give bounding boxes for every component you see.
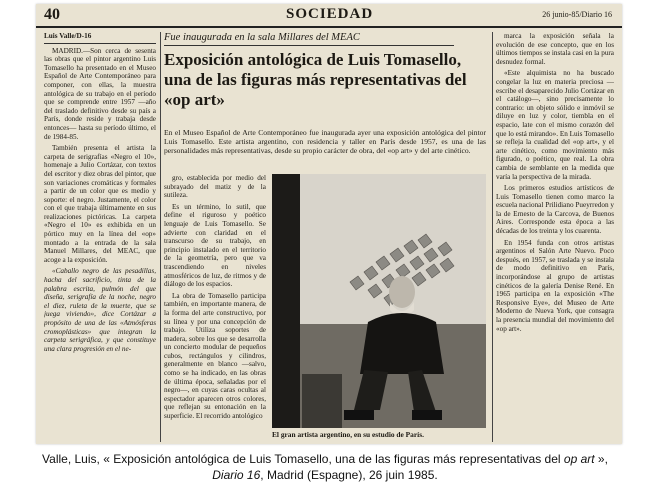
image-citation [0,451,650,483]
citation-emphasis: op art [563,452,595,466]
citation-text: Valle, Luis, « Exposición antológica de Luis Tomasello, una de las figuras más representativas del [42,452,564,466]
photo-caption: El gran artista argentino, en su estudio de París. [272,430,424,439]
byline: Luis Valle/D-16 [44,32,156,44]
article-column-3 [496,32,614,442]
paragraph: «Caballo negro de las pesadillas, hacha del sacrificio, tinta de la palabra escrita, pulmón del que diseña, serigrafía de la noche, negro el diez, ruleta de la muerte, que se juega viviendo», dice Cortázar a propósito de una de las «Atmósferas cromoplásticas» que integran la carpeta serigráfica, y que constituye una clara progresión en el ne- [44,267,156,353]
newspaper-clipping [36,4,622,444]
article-column-2 [164,174,266,442]
citation-text: , Madrid (Espagne), 26 juin 1985. [260,468,438,482]
artist-photo [272,174,486,428]
page-number: 40 [44,6,60,23]
article-column-1 [44,32,156,442]
citation-text: », [594,452,608,466]
article-kicker: Fue inaugurada en la sala Millares del MEAC [164,32,454,46]
citation-journal: Diario 16 [212,468,261,482]
photo-illustration [272,174,486,428]
paragraph: La obra de Tomasello participa también, en importante manera, de la forma del arte constructivo, por su línea y por una concepción de trabajo. Utiliza soportes de madera, sobre los que se desarrolla un concierto modular de pequeños cubos, rectángulos y cilindros, generalmente en blanco —salvo, como se ha indicado, en las obras de última época, señaladas por el negro—, en cuyas caras ocultas al espectador aparecen otros colores, que reflejan su entonación en la superficie. El recorrido antológico [164,291,266,421]
dateline: 26 junio-85/Diario 16 [542,10,612,19]
newspaper-header [36,4,622,28]
paragraph: Los primeros estudios artísticos de Luis Tomasello tienen como marco la escuela nacional Prilidiano Pueyrredon y la de Ernesto de la Carcova, de Buenos Aires. Corresponde esta época a las décadas de los treinta y los cuarenta. [496,184,614,236]
paragraph: MADRID.—Son cerca de sesenta las obras que el pintor argentino Luis Tomasello ha presentado en el Museo Español de Arte Contemporáneo para componer, con ellas, la muestra antológica de su trabajo en el período que se comprende entre 1957 —año del traslado definitivo desde su país a París, donde reside y trabaja desde entonces— hasta su período último, el de 1984-85. [44,46,156,141]
article-lead: En el Museo Español de Arte Contemporáneo fue inaugurada ayer una exposición antológica del pintor Luis Tomasello. Este artista argentino, con residencia y taller en París desde 1957, es una de las personalidades más representativas, desde su propio carácter de obra, del «op art» y del arte cinético. [164,128,486,155]
paragraph: También presenta el artista la carpeta de serigrafías «Negro el 10», homenaje a Julio Cortázar, con textos del escritor y diez obras del pintor, que son variaciones cromáticas y formales a partir de un color que es medio y soporte: el negro. Justamente, el color con el que trabaja últimamente en sus realizaciones pictóricas. La carpeta «Negro el 10» es exhibida en un pórtico muy en la línea del «op» montado a la entrada de la sala Manuel Millares, del MEAC, que acoge a la exposición. [44,144,156,264]
column-divider [492,32,493,442]
paragraph: «Este alquimista no ha buscado congelar la luz en materia preciosa —escribe el desaparecido Julio Cortázar en el catálogo—, sino precisamente lo contrario: un objeto sólido e inmóvil se diluye en luz y color, tiembla en el espacio, late con el mismo corazón del que lo está mirando». En Luis Tomasello se refleja la cualidad del «op art», y el arte cinético, como movimiento más figurado, o poético, que real. La obra cambia de semblante en la medida que varía la perspectiva de la mirada. [496,69,614,181]
paragraph: Es un término, lo sutil, que define el riguroso y poético lenguaje de Luis Tomasello. Se advierte con claridad en el transcurso de su trabajo, en principio instalado en el territorio de la geometría, pero que va trascendiendo en niveles atmosféricos de luz, de ritmos y de diálogo de los espacios. [164,202,266,289]
paragraph: marca la exposición señala la evolución de ese concepto, que en los últimos tiempos se instala casi en la pura desnudez formal. [496,32,614,66]
paragraph: En 1954 funda con otros artistas argentinos el Salón Arte Nuevo. Poco después, en 1957, se traslada y se instala de modo definitivo en París, incorporándose al grupo de artistas cinéticos de la galería Denise René. En 1965 participa en la exposición «The Responsive Eye», del Museo de Arte Moderno de Nueva York, que consagra la presencia mundial del movimiento del «op art». [496,238,614,333]
section-title: SOCIEDAD [286,6,374,22]
paragraph: gro, establecida por medio del subrayado del matiz y de la sutileza. [164,174,266,200]
article-headline: Exposición antológica de Luis Tomasello, una de las figuras más representativas del «op art» [164,50,467,109]
column-divider [160,32,161,442]
